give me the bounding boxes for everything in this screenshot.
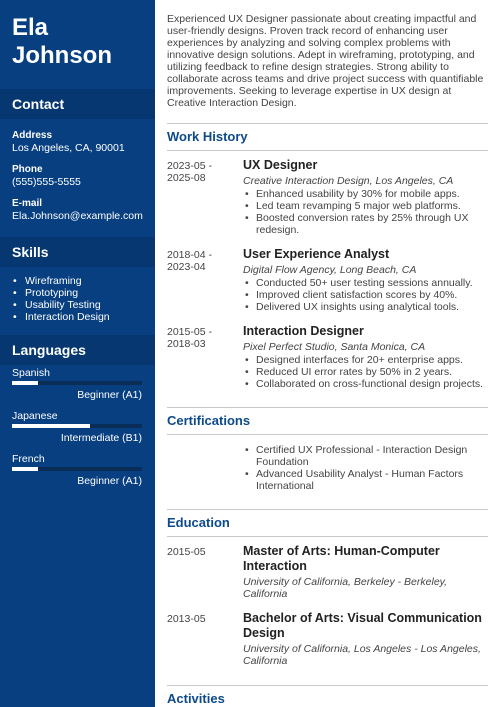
last-name: Johnson (12, 42, 112, 69)
degree-field: Human-Computer Interaction (243, 544, 440, 573)
language-item (12, 410, 143, 445)
language-name: French (12, 453, 45, 465)
language-bar-fill (12, 381, 38, 385)
work-entry (167, 236, 488, 313)
email-value: Ela.Johnson@example.com (12, 210, 143, 222)
job-bullet: • Delivered UX insights using analytical tools. (243, 301, 488, 313)
job-bullet: • Boosted conversion rates by 25% through UX redesign. (243, 212, 488, 236)
job-title: UX Designer (243, 158, 318, 172)
phone-value: (555)555-5555 (12, 176, 81, 188)
language-item (12, 453, 143, 488)
education-entry (167, 600, 488, 667)
work-entry (167, 313, 488, 390)
language-bar (12, 467, 142, 471)
contact-section (0, 89, 155, 223)
degree-name: Master of Arts (243, 544, 327, 558)
language-bar (12, 424, 142, 428)
skill-item: • Prototyping (12, 287, 143, 299)
first-name: Ela (12, 14, 49, 41)
work-dates (167, 247, 243, 313)
skill-item: • Wireframing (12, 275, 143, 287)
certification-item: • Advanced Usability Analyst - Human Factors International (243, 468, 488, 492)
candidate-name (0, 0, 155, 70)
contact-heading: Contact (0, 89, 155, 119)
degree-name: Bachelor of Arts (243, 611, 340, 625)
job-bullet: • Led team revamping 5 major web platforms. (243, 200, 488, 212)
job-bullet: • Enhanced usability by 30% for mobile apps. (243, 188, 488, 200)
skills-list (12, 267, 143, 323)
work-end: 2025-08 (167, 172, 206, 184)
work-end: 2018-03 (167, 338, 206, 350)
languages-section (0, 335, 155, 488)
work-history-heading: Work History (167, 129, 248, 144)
email-label: E-mail (12, 198, 43, 209)
work-start: 2015-05 - (167, 326, 212, 338)
education-heading: Education (167, 515, 230, 530)
activities-heading: Activities (167, 691, 225, 706)
education-date: 2015-05 (167, 546, 206, 558)
main-content (167, 0, 488, 707)
work-start: 2023-05 - (167, 160, 212, 172)
education-entry (167, 537, 488, 600)
phone-label: Phone (12, 164, 43, 175)
school-name: University of California, Berkeley - Berkeley, California (243, 576, 448, 600)
job-company: Creative Interaction Design, Los Angeles, CA (243, 175, 454, 187)
skills-heading: Skills (0, 237, 155, 267)
school-name: University of California, Los Angeles - Los Angeles, California (243, 643, 481, 667)
job-bullets (243, 354, 488, 390)
work-end: 2023-04 (167, 261, 206, 273)
job-bullet: • Collaborated on cross-functional design projects. (243, 378, 488, 390)
language-bar (12, 381, 142, 385)
job-bullet: • Designed interfaces for 20+ enterprise apps. (243, 354, 488, 366)
language-level: Intermediate (B1) (60, 432, 142, 444)
language-level: Beginner (A1) (77, 475, 142, 487)
job-bullet: • Conducted 50+ user testing sessions annually. (243, 277, 488, 289)
language-bar-fill (12, 424, 90, 428)
job-company: Digital Flow Agency, Long Beach, CA (243, 264, 417, 276)
certification-item: • Certified UX Professional - Interaction Design Foundation (243, 444, 488, 468)
certifications-entry (167, 435, 488, 492)
job-company: Pixel Perfect Studio, Santa Monica, CA (243, 341, 426, 353)
job-bullet: • Reduced UI error rates by 50% in 2 years. (243, 366, 488, 378)
professional-summary: Experienced UX Designer passionate about creating impactful and user-friendly designs. Proven track record of enhancing user experiences by analyzing and solving complex problems with innovative design solutions. Adept in wireframing, prototyping, and utilizing feedback to refine design strategies. Strong ability to collaborate across teams and drive project success with quantifiable improvements. Seeking to leverage expertise in UX design at Creative Interaction Design. (167, 13, 484, 109)
language-name: Japanese (12, 410, 58, 422)
language-name: Spanish (12, 367, 50, 379)
work-dates (167, 324, 243, 390)
skill-item: • Usability Testing (12, 299, 143, 311)
certifications-list (243, 444, 488, 492)
skills-section (0, 237, 155, 323)
job-bullets (243, 277, 488, 313)
sidebar (0, 0, 155, 707)
job-title: User Experience Analyst (243, 247, 390, 261)
address-value: Los Angeles, CA, 90001 (12, 142, 125, 154)
degree-title: Master of Arts: Human-Computer Interaction (243, 544, 440, 573)
skill-item: • Interaction Design (12, 311, 143, 323)
job-title: Interaction Designer (243, 324, 364, 338)
language-bar-fill (12, 467, 38, 471)
job-bullets (243, 188, 488, 236)
degree-field: Visual Communication Design (243, 611, 482, 640)
work-entry (167, 151, 488, 236)
address-label: Address (12, 130, 53, 141)
education-date: 2013-05 (167, 613, 206, 625)
work-dates (167, 158, 243, 236)
languages-heading: Languages (0, 335, 155, 365)
job-bullet: • Improved client satisfaction scores by 40%. (243, 289, 488, 301)
language-level: Beginner (A1) (77, 389, 142, 401)
language-item (12, 367, 143, 402)
work-start: 2018-04 - (167, 249, 212, 261)
certifications-heading: Certifications (167, 413, 251, 428)
degree-title: Bachelor of Arts: Visual Communication Design (243, 611, 482, 640)
